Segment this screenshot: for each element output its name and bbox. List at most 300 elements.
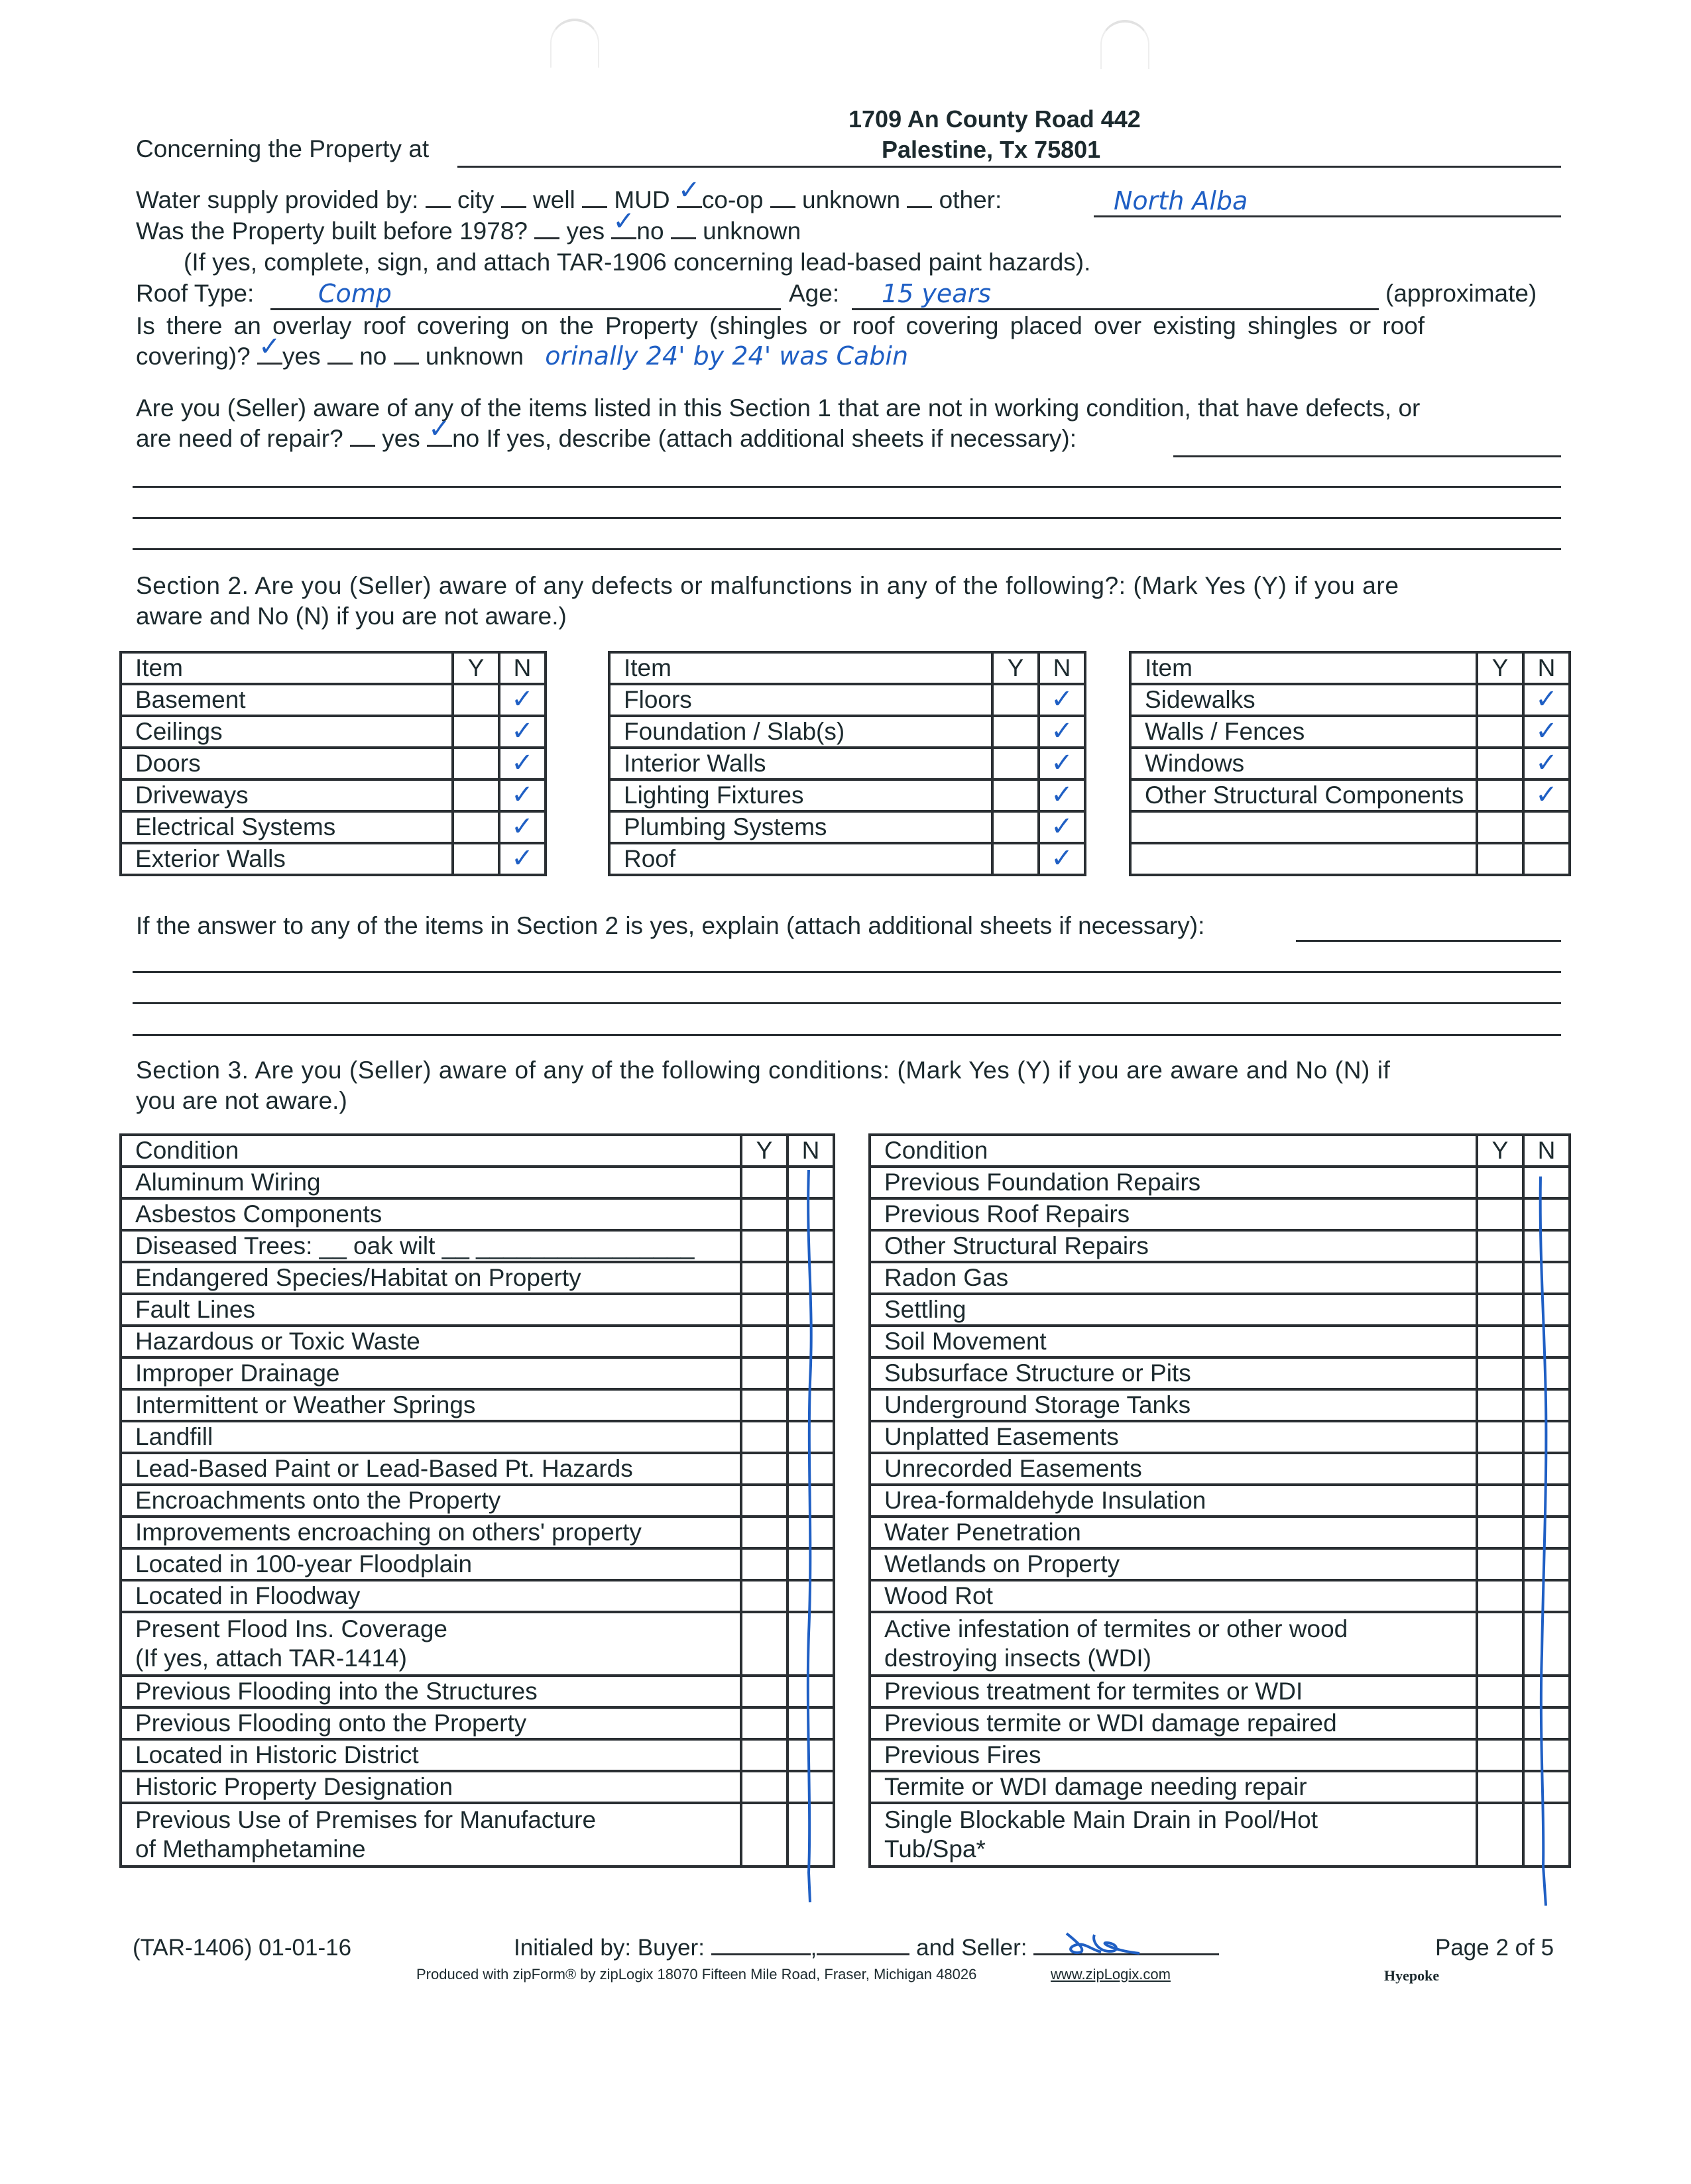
y-checkbox-cell[interactable]	[1477, 1198, 1523, 1230]
y-column-header: Y	[1477, 652, 1523, 684]
table-row	[1130, 843, 1570, 875]
y-checkbox-cell[interactable]	[741, 1357, 787, 1389]
item-label: Plumbing Systems	[609, 811, 992, 843]
section3-left-n-line-mark	[795, 1170, 822, 1906]
table-row	[121, 1771, 834, 1803]
n-checkbox-cell[interactable]	[499, 684, 546, 716]
table-row	[870, 1580, 1570, 1612]
condition-label	[870, 1803, 1477, 1867]
overlay-note-handwritten: orinally 24' by 24' was Cabin	[545, 341, 909, 371]
table-row	[121, 779, 546, 811]
condition-label	[121, 1803, 741, 1867]
y-checkbox-cell[interactable]	[741, 1517, 787, 1548]
condition-label	[121, 1580, 741, 1612]
y-checkbox-cell[interactable]	[741, 1167, 787, 1198]
y-checkbox-cell[interactable]	[1477, 1707, 1523, 1739]
y-checkbox-cell[interactable]	[453, 811, 499, 843]
check-icon: ✓	[1051, 748, 1073, 778]
y-checkbox-cell[interactable]	[453, 748, 499, 779]
y-checkbox-cell[interactable]	[741, 1326, 787, 1357]
table-row	[121, 843, 546, 875]
aware-describe-line-1[interactable]	[1173, 455, 1561, 457]
ziplogix-link[interactable]: www.zipLogix.com	[1051, 1966, 1171, 1983]
condition-text: Previous treatment for termites or WDI	[884, 1678, 1303, 1705]
check-icon: ✓	[1535, 748, 1558, 778]
condition-text: Fault Lines	[135, 1296, 255, 1323]
table-row	[609, 779, 1085, 811]
initialed-buyer-label: Initialed by: Buyer:	[514, 1935, 705, 1961]
item-label	[1130, 843, 1477, 875]
check-icon: ✓	[511, 779, 534, 810]
condition-text: Encroachments onto the Property	[135, 1487, 501, 1514]
y-checkbox-cell[interactable]	[741, 1198, 787, 1230]
section3-right-n-line-mark	[1531, 1177, 1558, 1912]
check-icon: ✓	[428, 414, 451, 444]
condition-text: Landfill	[135, 1423, 213, 1450]
y-checkbox-cell[interactable]	[741, 1548, 787, 1580]
y-checkbox-cell[interactable]	[992, 779, 1039, 811]
concerning-label: Concerning the Property at	[136, 135, 430, 162]
y-checkbox-cell[interactable]	[1477, 1548, 1523, 1580]
table-row	[870, 1167, 1570, 1198]
condition-text: Subsurface Structure or Pits	[884, 1359, 1191, 1387]
section2-explain-line-2[interactable]	[133, 971, 1561, 973]
table-row	[121, 1326, 834, 1357]
condition-text: Previous termite or WDI damage repaired	[884, 1709, 1337, 1737]
y-checkbox-cell[interactable]	[741, 1803, 787, 1867]
y-column-header: Y	[741, 1135, 787, 1167]
y-checkbox-cell[interactable]	[741, 1230, 787, 1262]
produced-with: Produced with zipForm® by zipLogix 18070 Fifteen Mile Road, Fraser, Michigan 48026	[416, 1966, 977, 1983]
condition-text: Hazardous or Toxic Waste	[135, 1328, 420, 1355]
condition-label	[121, 1167, 741, 1198]
check-icon: ✓	[511, 716, 534, 746]
check-icon: ✓	[1051, 716, 1073, 746]
table-header-row	[1130, 652, 1570, 684]
table-row	[870, 1198, 1570, 1230]
condition-label	[121, 1357, 741, 1389]
section2-explain-line-3[interactable]	[133, 1002, 1561, 1004]
table-row	[121, 1803, 834, 1867]
condition-label	[870, 1453, 1477, 1485]
y-checkbox-cell[interactable]	[741, 1421, 787, 1453]
y-checkbox-cell[interactable]	[992, 716, 1039, 748]
water-option-mud[interactable]: MUD	[614, 186, 670, 213]
y-checkbox-cell[interactable]	[1477, 1676, 1523, 1707]
y-checkbox-cell[interactable]	[741, 1707, 787, 1739]
y-checkbox-cell[interactable]	[1477, 1485, 1523, 1517]
section3-heading-line2: you are not aware.)	[136, 1087, 347, 1114]
table-row	[121, 1580, 834, 1612]
table-row	[609, 748, 1085, 779]
table-row	[121, 1485, 834, 1517]
y-checkbox-cell[interactable]	[453, 779, 499, 811]
table-row	[121, 811, 546, 843]
page-number: Page 2 of 5	[1435, 1935, 1554, 1961]
item-label: Walls / Fences	[1130, 716, 1477, 748]
section2-heading-line2: aware and No (N) if you are not aware.)	[136, 603, 567, 630]
condition-label	[870, 1230, 1477, 1262]
built-before-1978-label: Was the Property built before 1978?	[136, 217, 528, 245]
y-checkbox-cell[interactable]	[1477, 811, 1523, 843]
condition-label	[870, 1357, 1477, 1389]
aware-option-yes[interactable]: yes	[382, 425, 420, 452]
table-row	[870, 1389, 1570, 1421]
condition-text-continued: Tub/Spa*	[884, 1835, 986, 1863]
section3-table-right	[868, 1133, 1571, 1868]
section3-table-left	[119, 1133, 835, 1868]
y-checkbox-cell[interactable]	[1477, 1517, 1523, 1548]
n-checkbox-cell[interactable]	[1039, 716, 1085, 748]
check-icon: ✓	[511, 811, 534, 842]
condition-column-header: Condition	[121, 1135, 741, 1167]
punch-hole-left	[550, 19, 599, 68]
check-icon: ✓	[1051, 684, 1073, 715]
punch-hole-right	[1100, 20, 1149, 69]
condition-label	[870, 1739, 1477, 1771]
condition-text: Historic Property Designation	[135, 1773, 453, 1800]
y-checkbox-cell[interactable]	[1477, 1262, 1523, 1294]
condition-label	[870, 1485, 1477, 1517]
y-checkbox-cell[interactable]	[1477, 1357, 1523, 1389]
table-row	[870, 1771, 1570, 1803]
y-checkbox-cell[interactable]	[1477, 779, 1523, 811]
condition-label	[870, 1517, 1477, 1548]
water-supply-row	[136, 175, 1002, 215]
n-checkbox-cell[interactable]	[499, 716, 546, 748]
condition-label	[870, 1326, 1477, 1357]
condition-text: Wood Rot	[884, 1582, 993, 1609]
table-row	[121, 1389, 834, 1421]
table-row	[121, 1421, 834, 1453]
item-label: Ceilings	[121, 716, 453, 748]
condition-text: Underground Storage Tanks	[884, 1391, 1191, 1418]
y-column-header: Y	[1477, 1135, 1523, 1167]
roof-type-label: Roof Type:	[136, 280, 255, 307]
roof-type-underline	[270, 308, 781, 310]
condition-label	[870, 1580, 1477, 1612]
y-checkbox-cell[interactable]	[1477, 1771, 1523, 1803]
y-checkbox-cell[interactable]	[741, 1389, 787, 1421]
y-column-header: Y	[453, 652, 499, 684]
table-row	[870, 1517, 1570, 1548]
age-underline	[852, 308, 1379, 310]
initialed-by-row: Initialed by: Buyer: , and Seller:	[514, 1933, 1219, 1963]
built-option-yes[interactable]: yes	[566, 217, 605, 245]
check-icon: ✓	[612, 206, 635, 237]
table-row	[121, 1230, 834, 1262]
n-column-header: N	[1039, 652, 1085, 684]
condition-label	[121, 1676, 741, 1707]
water-option-coop[interactable]: co-op	[701, 186, 764, 213]
age-value[interactable]: 15 years	[882, 279, 992, 308]
table-row	[121, 684, 546, 716]
condition-text: Endangered Species/Habitat on Property	[135, 1264, 581, 1291]
section2-table-2	[608, 651, 1086, 876]
overlay-option-unknown[interactable]: unknown	[425, 343, 524, 370]
condition-text: Diseased Trees: __ oak wilt __ ________________	[135, 1232, 695, 1259]
section2-explain-line-1[interactable]	[1296, 940, 1561, 942]
table-row	[609, 811, 1085, 843]
y-checkbox-cell[interactable]	[1477, 1453, 1523, 1485]
condition-label	[870, 1707, 1477, 1739]
y-checkbox-cell[interactable]	[992, 748, 1039, 779]
condition-label	[121, 1389, 741, 1421]
table-row	[870, 1294, 1570, 1326]
n-checkbox-cell[interactable]	[1523, 748, 1570, 779]
condition-text: Settling	[884, 1296, 966, 1323]
aware-describe-line-4[interactable]	[133, 548, 1561, 550]
y-checkbox-cell[interactable]	[1477, 1739, 1523, 1771]
table-row	[121, 1262, 834, 1294]
overlay-option-no[interactable]: no	[359, 343, 387, 370]
condition-label	[870, 1167, 1477, 1198]
condition-text: Water Penetration	[884, 1519, 1081, 1546]
table-row	[1130, 748, 1570, 779]
condition-label	[121, 1294, 741, 1326]
seller-initials-signature	[1060, 1928, 1193, 1955]
check-icon: ✓	[1051, 811, 1073, 842]
condition-label	[121, 1262, 741, 1294]
n-checkbox-cell[interactable]	[1039, 779, 1085, 811]
y-checkbox-cell[interactable]	[1477, 1612, 1523, 1676]
overlay-question-line1: Is there an overlay roof covering on the Property (shingles or roof covering placed over existing shingles or roof	[136, 312, 1425, 339]
n-checkbox-cell[interactable]	[1039, 843, 1085, 875]
check-icon: ✓	[1535, 716, 1558, 746]
y-checkbox-cell[interactable]	[1477, 1326, 1523, 1357]
y-checkbox-cell[interactable]	[741, 1676, 787, 1707]
table-row	[1130, 811, 1570, 843]
form-id: (TAR-1406) 01-01-16	[133, 1935, 352, 1961]
condition-text: Other Structural Repairs	[884, 1232, 1149, 1259]
table-row	[609, 684, 1085, 716]
y-checkbox-cell[interactable]	[1477, 716, 1523, 748]
aware-describe-label: If yes, describe (attach additional sheets if necessary):	[486, 425, 1077, 452]
condition-label	[870, 1389, 1477, 1421]
n-checkbox-cell[interactable]	[499, 748, 546, 779]
condition-label	[870, 1294, 1477, 1326]
item-label: Windows	[1130, 748, 1477, 779]
condition-text: Improper Drainage	[135, 1359, 340, 1387]
y-column-header: Y	[992, 652, 1039, 684]
section3-heading-line1: Section 3. Are you (Seller) aware of any of the following conditions: (Mark Yes (Y) if you are aware and No (N) if	[136, 1057, 1391, 1084]
y-checkbox-cell[interactable]	[1477, 684, 1523, 716]
n-checkbox-cell[interactable]	[1523, 779, 1570, 811]
property-address-line1: 1709 An County Road 442	[848, 105, 1141, 133]
section2-heading-line1: Section 2. Are you (Seller) aware of any defects or malfunctions in any of the following?: (Mark Yes (Y) if you are	[136, 572, 1399, 599]
lead-paint-note: (If yes, complete, sign, and attach TAR-1906 concerning lead-based paint hazards).	[184, 249, 1091, 276]
condition-label	[121, 1230, 741, 1262]
built-option-unknown[interactable]: unknown	[703, 217, 801, 245]
condition-label	[870, 1676, 1477, 1707]
condition-text: Located in 100-year Floodplain	[135, 1550, 473, 1578]
built-option-no[interactable]: no	[636, 217, 664, 245]
n-column-header: N	[499, 652, 546, 684]
table-row	[121, 1612, 834, 1676]
item-label: Basement	[121, 684, 453, 716]
condition-text-continued: destroying insects (WDI)	[884, 1644, 1151, 1672]
condition-text: Intermittent or Weather Springs	[135, 1391, 476, 1418]
n-checkbox-cell[interactable]	[499, 811, 546, 843]
item-label	[1130, 811, 1477, 843]
condition-label	[121, 1326, 741, 1357]
table-row	[121, 1707, 834, 1739]
n-column-header: N	[1523, 1135, 1570, 1167]
aware-question-line1: Are you (Seller) aware of any of the items listed in this Section 1 that are not in working condition, that have defects, or	[136, 394, 1421, 422]
check-icon: ✓	[259, 331, 281, 362]
y-checkbox-cell[interactable]	[741, 1294, 787, 1326]
y-checkbox-cell[interactable]	[741, 1453, 787, 1485]
y-checkbox-cell[interactable]	[1477, 1230, 1523, 1262]
n-checkbox-cell[interactable]	[499, 843, 546, 875]
section2-explain-line-4[interactable]	[133, 1034, 1561, 1036]
n-checkbox-cell[interactable]	[1039, 684, 1085, 716]
condition-label	[121, 1421, 741, 1453]
y-checkbox-cell[interactable]	[453, 684, 499, 716]
n-column-header: N	[787, 1135, 834, 1167]
condition-label	[870, 1771, 1477, 1803]
seller-initial[interactable]	[1033, 1933, 1219, 1955]
condition-label	[870, 1612, 1477, 1676]
condition-label	[121, 1612, 741, 1676]
condition-label	[870, 1548, 1477, 1580]
age-label: Age:	[789, 280, 840, 307]
condition-text: Previous Flooding into the Structures	[135, 1678, 538, 1705]
table-row	[121, 1357, 834, 1389]
table-row	[870, 1707, 1570, 1739]
buyer-initial-2[interactable]	[817, 1933, 909, 1955]
water-other-underline	[1094, 215, 1561, 217]
item-label: Exterior Walls	[121, 843, 453, 875]
y-checkbox-cell[interactable]	[741, 1580, 787, 1612]
water-supply-label: Water supply provided by:	[136, 186, 419, 213]
check-icon: ✓	[677, 175, 701, 205]
table-header-row	[609, 652, 1085, 684]
n-checkbox-cell[interactable]	[1523, 811, 1570, 843]
condition-text: Single Blockable Main Drain in Pool/Hot	[884, 1806, 1318, 1833]
condition-label	[121, 1739, 741, 1771]
table-row	[870, 1421, 1570, 1453]
condition-label	[121, 1548, 741, 1580]
y-checkbox-cell[interactable]	[1477, 1167, 1523, 1198]
item-label: Roof	[609, 843, 992, 875]
aware-question-label: are need of repair?	[136, 425, 343, 452]
n-checkbox-cell[interactable]	[1039, 748, 1085, 779]
y-checkbox-cell[interactable]	[1477, 748, 1523, 779]
table-row	[870, 1453, 1570, 1485]
y-checkbox-cell[interactable]	[1477, 1580, 1523, 1612]
y-checkbox-cell[interactable]	[1477, 1389, 1523, 1421]
water-option-well[interactable]: well	[533, 186, 575, 213]
y-checkbox-cell[interactable]	[741, 1262, 787, 1294]
check-icon: ✓	[1535, 684, 1558, 715]
y-checkbox-cell[interactable]	[453, 716, 499, 748]
condition-text: Urea-formaldehyde Insulation	[884, 1487, 1206, 1514]
y-checkbox-cell[interactable]	[741, 1612, 787, 1676]
buyer-initial-1[interactable]	[711, 1933, 811, 1955]
y-checkbox-cell[interactable]	[992, 684, 1039, 716]
item-label: Other Structural Components	[1130, 779, 1477, 811]
condition-text: Asbestos Components	[135, 1200, 382, 1228]
section2-table-3	[1129, 651, 1571, 876]
table-row	[1130, 684, 1570, 716]
table-row	[870, 1739, 1570, 1771]
condition-text: Wetlands on Property	[884, 1550, 1120, 1578]
aware-describe-line-2[interactable]	[133, 486, 1561, 488]
condition-text: Previous Use of Premises for Manufacture	[135, 1806, 597, 1833]
section2-explain-label: If the answer to any of the items in Section 2 is yes, explain (attach additional sheets if necessary):	[136, 912, 1205, 939]
condition-text-continued: of Methamphetamine	[135, 1835, 366, 1863]
y-checkbox-cell[interactable]	[1477, 843, 1523, 875]
table-row	[121, 1739, 834, 1771]
table-row	[121, 1167, 834, 1198]
check-icon: ✓	[1535, 779, 1558, 810]
y-checkbox-cell[interactable]	[992, 811, 1039, 843]
y-checkbox-cell[interactable]	[453, 843, 499, 875]
y-checkbox-cell[interactable]	[992, 843, 1039, 875]
condition-label	[121, 1707, 741, 1739]
table-row	[121, 716, 546, 748]
condition-text: Previous Flooding onto the Property	[135, 1709, 527, 1737]
table-row	[1130, 716, 1570, 748]
aware-describe-line-3[interactable]	[133, 517, 1561, 519]
n-checkbox-cell[interactable]	[1039, 811, 1085, 843]
n-checkbox-cell[interactable]	[1523, 684, 1570, 716]
y-checkbox-cell[interactable]	[741, 1771, 787, 1803]
y-checkbox-cell[interactable]	[1477, 1421, 1523, 1453]
n-checkbox-cell[interactable]	[1523, 716, 1570, 748]
condition-text: Radon Gas	[884, 1264, 1009, 1291]
item-label: Sidewalks	[1130, 684, 1477, 716]
aware-option-no[interactable]: no	[452, 425, 480, 452]
table-row	[121, 1294, 834, 1326]
roof-type-value[interactable]: Comp	[318, 279, 392, 308]
water-option-other[interactable]: other:	[939, 186, 1002, 213]
approximate-label: (approximate)	[1385, 280, 1537, 307]
overlay-option-yes[interactable]: yes	[282, 343, 321, 370]
table-row	[121, 1517, 834, 1548]
check-icon: ✓	[511, 684, 534, 715]
condition-text: Located in Historic District	[135, 1741, 419, 1768]
check-icon: ✓	[511, 748, 534, 778]
n-checkbox-cell[interactable]	[499, 779, 546, 811]
condition-text: Termite or WDI damage needing repair	[884, 1773, 1307, 1800]
table-row	[870, 1262, 1570, 1294]
n-checkbox-cell[interactable]	[1523, 843, 1570, 875]
item-label: Electrical Systems	[121, 811, 453, 843]
y-checkbox-cell[interactable]	[741, 1485, 787, 1517]
property-address-line2: Palestine, Tx 75801	[882, 136, 1101, 163]
table-row	[870, 1357, 1570, 1389]
table-row	[870, 1326, 1570, 1357]
item-label: Lighting Fixtures	[609, 779, 992, 811]
condition-label	[121, 1517, 741, 1548]
y-checkbox-cell[interactable]	[1477, 1803, 1523, 1867]
condition-text: Soil Movement	[884, 1328, 1047, 1355]
y-checkbox-cell[interactable]	[741, 1739, 787, 1771]
water-option-unknown[interactable]: unknown	[802, 186, 901, 213]
table-row	[1130, 779, 1570, 811]
y-checkbox-cell[interactable]	[1477, 1294, 1523, 1326]
table-row	[870, 1676, 1570, 1707]
aware-row	[136, 414, 1077, 453]
condition-label	[870, 1198, 1477, 1230]
water-option-city[interactable]: city	[457, 186, 495, 213]
item-column-header: Item	[1130, 652, 1477, 684]
address-underline	[457, 166, 1561, 168]
item-label: Foundation / Slab(s)	[609, 716, 992, 748]
condition-label	[121, 1453, 741, 1485]
